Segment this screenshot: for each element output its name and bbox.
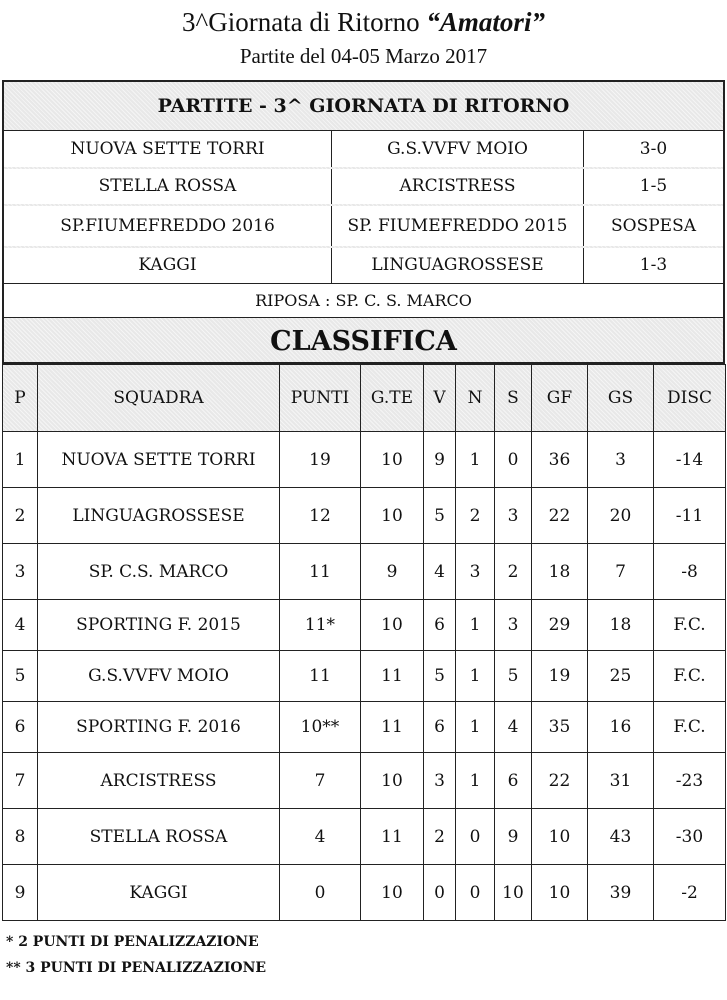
standings-cell: 7 (588, 544, 654, 600)
table-row (3, 809, 726, 865)
row-separator (4, 167, 723, 169)
standings-cell: STELLA ROSSA (38, 809, 280, 865)
matches-heading: PARTITE - 3^ GIORNATA DI RITORNO (4, 82, 723, 131)
matches-section (2, 80, 725, 364)
standings-cell: 31 (588, 753, 654, 809)
standings-cell: 4 (424, 544, 456, 600)
standings-cell: 11* (280, 600, 361, 651)
match-result: 1-5 (584, 168, 723, 205)
standings-cell: 6 (424, 702, 456, 753)
standings-cell: ARCISTRESS (38, 753, 280, 809)
standings-cell: KAGGI (38, 865, 280, 921)
standings-cell: 11 (361, 702, 424, 753)
match-home: STELLA ROSSA (4, 168, 332, 205)
standings-heading: CLASSIFICA (270, 325, 457, 357)
standings-col-header: GF (532, 365, 588, 432)
standings-cell: 10 (361, 488, 424, 544)
title-emphasis: “Amatori” (426, 7, 545, 37)
standings-cell: 18 (532, 544, 588, 600)
standings-cell: -2 (654, 865, 726, 921)
match-home: NUOVA SETTE TORRI (4, 131, 332, 168)
standings-cell: 7 (280, 753, 361, 809)
table-row (3, 702, 726, 753)
standings-cell: 6 (495, 753, 532, 809)
standings-cell: F.C. (654, 600, 726, 651)
standings-cell: -23 (654, 753, 726, 809)
standings-cell: 0 (495, 432, 532, 488)
standings-cell: -11 (654, 488, 726, 544)
standings-cell: 0 (456, 865, 495, 921)
standings-cell: NUOVA SETTE TORRI (38, 432, 280, 488)
table-row (3, 600, 726, 651)
title-text: 3^Giornata di Ritorno (182, 7, 427, 37)
standings-cell: 9 (495, 809, 532, 865)
standings-col-header: G.TE (361, 365, 424, 432)
standings-cell: 22 (532, 488, 588, 544)
standings-col-header: N (456, 365, 495, 432)
match-away: ARCISTRESS (332, 168, 584, 205)
standings-header-row (3, 365, 726, 432)
standings-cell: 25 (588, 651, 654, 702)
standings-col-header: S (495, 365, 532, 432)
standings-cell: 3 (456, 544, 495, 600)
standings-cell: 3 (424, 753, 456, 809)
footnote-penalty-2: * 2 PUNTI DI PENALIZZAZIONE (6, 934, 259, 950)
standings-cell: 9 (3, 865, 38, 921)
standings-cell: -8 (654, 544, 726, 600)
table-row (3, 651, 726, 702)
standings-cell: 5 (424, 488, 456, 544)
standings-cell: -30 (654, 809, 726, 865)
standings-cell: 22 (532, 753, 588, 809)
standings-cell: 10 (361, 753, 424, 809)
standings-cell: 9 (361, 544, 424, 600)
standings-cell: 4 (495, 702, 532, 753)
standings-col-header: P (3, 365, 38, 432)
standings-cell: 10 (495, 865, 532, 921)
page-subtitle: Partite del 04-05 Marzo 2017 (239, 44, 488, 68)
table-row (3, 865, 726, 921)
standings-cell: F.C. (654, 651, 726, 702)
standings-cell: 10 (532, 809, 588, 865)
match-away: SP. FIUMEFREDDO 2015 (332, 205, 584, 247)
standings-cell: 10** (280, 702, 361, 753)
standings-col-header: DISC (654, 365, 726, 432)
standings-cell: 4 (280, 809, 361, 865)
standings-cell: 0 (456, 809, 495, 865)
standings-cell: 7 (3, 753, 38, 809)
standings-cell: 1 (456, 753, 495, 809)
match-home: SP.FIUMEFREDDO 2016 (4, 205, 332, 247)
standings-col-header: GS (588, 365, 654, 432)
standings-cell: 11 (361, 809, 424, 865)
standings-cell: 19 (532, 651, 588, 702)
standings-cell: 2 (3, 488, 38, 544)
standings-cell: 10 (361, 432, 424, 488)
standings-cell: 2 (456, 488, 495, 544)
row-separator (4, 204, 723, 206)
standings-col-header: V (424, 365, 456, 432)
standings-cell: 3 (495, 488, 532, 544)
standings-cell: 5 (495, 651, 532, 702)
row-separator (4, 246, 723, 248)
standings-cell: 6 (3, 702, 38, 753)
standings-cell: 3 (495, 600, 532, 651)
standings-cell: 36 (532, 432, 588, 488)
table-row (3, 488, 726, 544)
standings-cell: 12 (280, 488, 361, 544)
riposa-text: RIPOSA : SP. C. S. MARCO (4, 284, 723, 318)
standings-cell: 29 (532, 600, 588, 651)
standings-cell: 16 (588, 702, 654, 753)
standings-cell: SPORTING F. 2016 (38, 702, 280, 753)
standings-cell: 2 (424, 809, 456, 865)
standings-cell: 20 (588, 488, 654, 544)
match-away: LINGUAGROSSESE (332, 247, 584, 284)
standings-cell: G.S.VVFV MOIO (38, 651, 280, 702)
match-home: KAGGI (4, 247, 332, 284)
standings-cell: 39 (588, 865, 654, 921)
standings-cell: 9 (424, 432, 456, 488)
standings-col-header: SQUADRA (38, 365, 280, 432)
footnote-penalty-3: ** 3 PUNTI DI PENALIZZAZIONE (6, 960, 267, 976)
standings-cell: 43 (588, 809, 654, 865)
standings-cell: 3 (588, 432, 654, 488)
standings-cell: 18 (588, 600, 654, 651)
standings-cell: 35 (532, 702, 588, 753)
standings-cell: 5 (424, 651, 456, 702)
standings-cell: 8 (3, 809, 38, 865)
standings-cell: 1 (456, 432, 495, 488)
standings-col-header: PUNTI (280, 365, 361, 432)
standings-cell: 19 (280, 432, 361, 488)
standings-cell: 5 (3, 651, 38, 702)
standings-cell: 2 (495, 544, 532, 600)
standings-cell: 11 (280, 651, 361, 702)
standings-cell: 1 (456, 651, 495, 702)
standings-cell: 11 (361, 651, 424, 702)
standings-cell: 11 (280, 544, 361, 600)
match-result: 3-0 (584, 131, 723, 168)
standings-body (3, 432, 726, 921)
table-row (3, 544, 726, 600)
standings-cell: 6 (424, 600, 456, 651)
standings-cell: LINGUAGROSSESE (38, 488, 280, 544)
table-row (3, 753, 726, 809)
standings-cell: 3 (3, 544, 38, 600)
standings-cell: 1 (3, 432, 38, 488)
standings-cell: SPORTING F. 2015 (38, 600, 280, 651)
standings-cell: 4 (3, 600, 38, 651)
standings-cell: SP. C.S. MARCO (38, 544, 280, 600)
table-row (3, 432, 726, 488)
standings-cell: 1 (456, 600, 495, 651)
standings-cell: -14 (654, 432, 726, 488)
page-title (0, 6, 727, 38)
standings-cell: 1 (456, 702, 495, 753)
standings-cell: 0 (280, 865, 361, 921)
standings-cell: 10 (532, 865, 588, 921)
match-result: 1-3 (584, 247, 723, 284)
standings-cell: 0 (424, 865, 456, 921)
standings-cell: F.C. (654, 702, 726, 753)
standings-cell: 10 (361, 865, 424, 921)
match-away: G.S.VVFV MOIO (332, 131, 584, 168)
standings-cell: 10 (361, 600, 424, 651)
match-result: SOSPESA (584, 205, 723, 247)
standings-table (2, 364, 726, 921)
